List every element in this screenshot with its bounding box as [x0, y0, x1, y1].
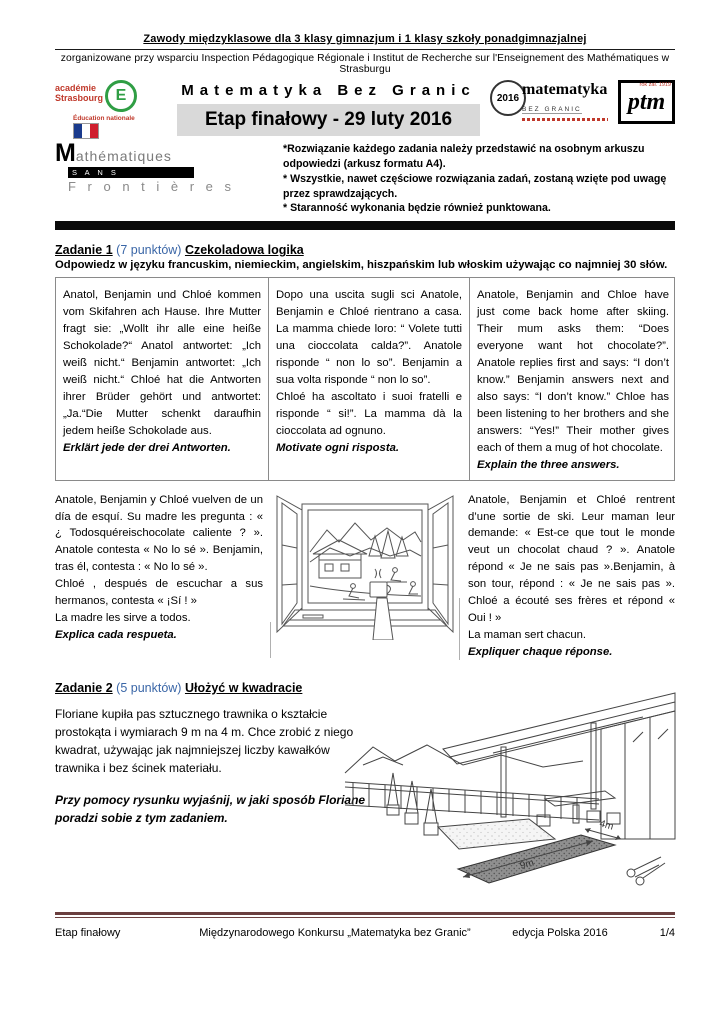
- task2-prompt: Przy pomocy rysunku wyjaśnij, w jaki sposób Floriane poradzi sobie z tym zadaniem.: [55, 792, 366, 825]
- lightbulb-icon: 2016: [490, 80, 526, 116]
- msf-logo-word1: athématiques: [75, 148, 172, 165]
- french-text: Anatole, Benjamin et Chloé rentrent d’une sortie de ski. Leur maman leur demande: « Est-ce que tout le monde veut un chocolat chaud ? ». Anatole répond « Je ne sais pas ».Benjamin, à son tour, répond : « Je ne sais pas ». Chloé a écouté ses frères et répond « Oui ! »: [468, 493, 675, 625]
- footer-rule-bottom: [55, 917, 675, 918]
- task1-points: (7 punktów): [116, 243, 182, 258]
- spanish-text: Chloé , después de escuchar a sus hermanos, contesta « ¡Sí ! »: [55, 578, 263, 608]
- ptm-logo-text: ptm: [627, 89, 666, 115]
- academie-e-icon: E: [105, 80, 137, 112]
- ptm-logo: [618, 80, 675, 124]
- right-logos: [490, 80, 675, 139]
- academie-logo-text-bottom: Strasbourg: [55, 92, 104, 103]
- msf-logo-word2: F r o n t i è r e s: [68, 179, 236, 195]
- header-center: [167, 80, 490, 139]
- task2-paragraph: Floriane kupiła pas sztucznego trawnika o kształcie prostokąta i wymiarach 9 m na 4 m. Chce zrobić z niego kwadrat, używając jak najmniejszej liczby kawałków trawnika i bez ścinek materiału.: [55, 706, 354, 775]
- table-border-fragment: [459, 598, 460, 660]
- matematyka-bez-granic-logo: [490, 80, 608, 121]
- education-nationale-logo: [73, 115, 167, 139]
- italian-prompt: Motivate ogni risposta.: [276, 441, 400, 454]
- header-logo-row: [55, 80, 675, 139]
- ptm-logo-note: rok zał. 1919: [639, 82, 671, 88]
- header-line-2: zorganizowane przy wsparciu Inspection Pédagogique Régionale i Institut de Recherche sur l'Enseignement des Mathématiques w Strasburgu: [60, 53, 670, 75]
- academie-logo-text-top: académie: [55, 83, 97, 93]
- task2-label: Zadanie 2: [55, 680, 113, 695]
- header-line-1: Zawody międzyklasowe dla 3 klasy gimnazjum i 1 klasy szkoły ponadgimnazjalnej: [143, 33, 587, 45]
- task1-cell-french: [460, 490, 675, 661]
- english-prompt: Explain the three answers.: [477, 458, 620, 471]
- task1-subtitle: Odpowiedz w języku francuskim, niemieckim, angielskim, hiszpańskim lub włoskim używając co najmniej 30 słów.: [55, 259, 668, 272]
- bulb-logo-name: matematyka: [522, 81, 608, 98]
- task2-illustration: [343, 687, 678, 902]
- stage-banner: Etap finałowy - 29 luty 2016: [177, 104, 480, 136]
- header-rule: [55, 49, 675, 50]
- german-prompt: Erklärt jede der drei Antworten.: [63, 441, 231, 454]
- footer-competition: Międzynarodowego Konkursu „Matematyka bez Granic”: [199, 926, 471, 939]
- footer-page-number: 1/4: [659, 926, 675, 939]
- footer-stage: Etap finałowy: [55, 926, 121, 939]
- academie-strasbourg-logo: [55, 80, 167, 112]
- bulb-logo-redline: [522, 118, 608, 121]
- task2-name: Ułożyć w kwadracie: [184, 680, 303, 695]
- left-logos: [55, 80, 167, 139]
- page-footer: [55, 912, 675, 939]
- french-flag-icon: [73, 123, 99, 139]
- patio-grass-illustration: [343, 687, 678, 902]
- document-title: Matematyka Bez Granic: [181, 82, 476, 99]
- task1-table-row1: [55, 277, 675, 480]
- instruction-line: * Staranność wykonania będzie również punktowana.: [283, 202, 551, 215]
- footer-rule-top: [55, 912, 675, 915]
- french-prompt: Expliquer chaque réponse.: [468, 646, 613, 659]
- header-separator-bar: [55, 221, 675, 230]
- spanish-text: Anatole, Benjamin y Chloé vuelven de un día de esquí. Su madre les pregunta : « ¿ Todosquéreischocolate caliente ? ». Anatole contesta « No lo sé ». Benjamin, tras él, contesta : « No lo sé ».: [55, 493, 263, 574]
- task2-section: [55, 681, 675, 920]
- page-content: [55, 0, 675, 920]
- task1-heading: [55, 243, 675, 257]
- spanish-text: La madre les sirve a todos.: [55, 612, 191, 625]
- exam-instructions: [283, 142, 675, 216]
- task1-label: Zadanie 1: [55, 243, 113, 258]
- german-text: Anatol, Benjamin und Chloé kommen vom Skifahren ach Hause. Ihre Mutter fragt sie: „Wollt ihr alle eine heiße Schokolade?“ Anatol antwortet: „Ich weiß nicht.“ Benjamin antwortet: „Ich weiß nicht.“ Chloé hat die Antworten ihrer Brüder gehört und antwortet: „Ja.“Die Mutter schenkt daraufhin jedem heiße Schokolade aus.: [63, 289, 261, 437]
- task1-cell-german: [56, 278, 268, 479]
- table-border-fragment: [270, 622, 271, 658]
- bulb-logo-subtitle: BEZ GRANIC: [522, 106, 582, 113]
- education-logo-text-top: Éducation: [73, 115, 105, 122]
- task1-table-row2: [55, 490, 675, 661]
- task1-name: Czekoladowa logika: [184, 243, 304, 258]
- english-text: Anatole, Benjamin and Chloe have just come back home after skiing. Their mum asks them: “Does everyone want hot chocolate?”. Anatole replies first and says: “I don’t know.” Benjamin answers next and also says: “I don’t know.” Chloe has been listening to her brothers and she answers: “Yes!” Their mother gives each of them a mug of hot chocolate.: [477, 289, 669, 454]
- msf-logo-sans-bar: S A N S: [68, 167, 194, 178]
- window-ski-scene-illustration: [275, 490, 455, 640]
- task1-cell-italian: [268, 278, 469, 479]
- italian-text: Chloé ha ascoltato i suoi fratelli e risponde “ si!”. La mamma dà la cioccolata ad ognuno.: [276, 390, 462, 437]
- italian-text: Dopo una uscita sugli sci Anatole, Benjamin e Chloé rientrano a casa. La mamma chiede loro: “ Volete tutti una cioccolata calda?”. Anatole risponde “ non lo so”. Benjamin a sua volta risponde “ non lo so”.: [276, 289, 462, 386]
- task1-cell-spanish: [55, 490, 270, 661]
- task1-illustration-cell: [270, 490, 460, 661]
- instruction-line: *Rozwiązanie każdego zadania należy przedstawić na osobnym arkuszu odpowiedzi (arkusz formatu A4).: [283, 143, 645, 170]
- task1-cell-english: [469, 278, 676, 479]
- header-bottom-row: [55, 141, 675, 216]
- task2-text: [55, 705, 377, 827]
- grass-strip-length-label: 9m: [518, 857, 536, 872]
- footer-edition: edycja Polska 2016: [512, 926, 608, 939]
- task2-points: (5 punktów): [116, 680, 182, 695]
- french-text: La maman sert chacun.: [468, 629, 587, 642]
- education-logo-text-bottom: nationale: [106, 115, 135, 122]
- spanish-prompt: Explica cada respueta.: [55, 629, 177, 642]
- msf-logo-initial: M: [55, 139, 76, 168]
- instruction-line: * Wszystkie, nawet częściowe rozwiązania zadań, zostaną wzięte pod uwagę przez sprawdzających.: [283, 172, 667, 200]
- mathematiques-sans-frontieres-logo: [55, 141, 283, 216]
- grass-strip-width-label: 4m: [598, 818, 615, 833]
